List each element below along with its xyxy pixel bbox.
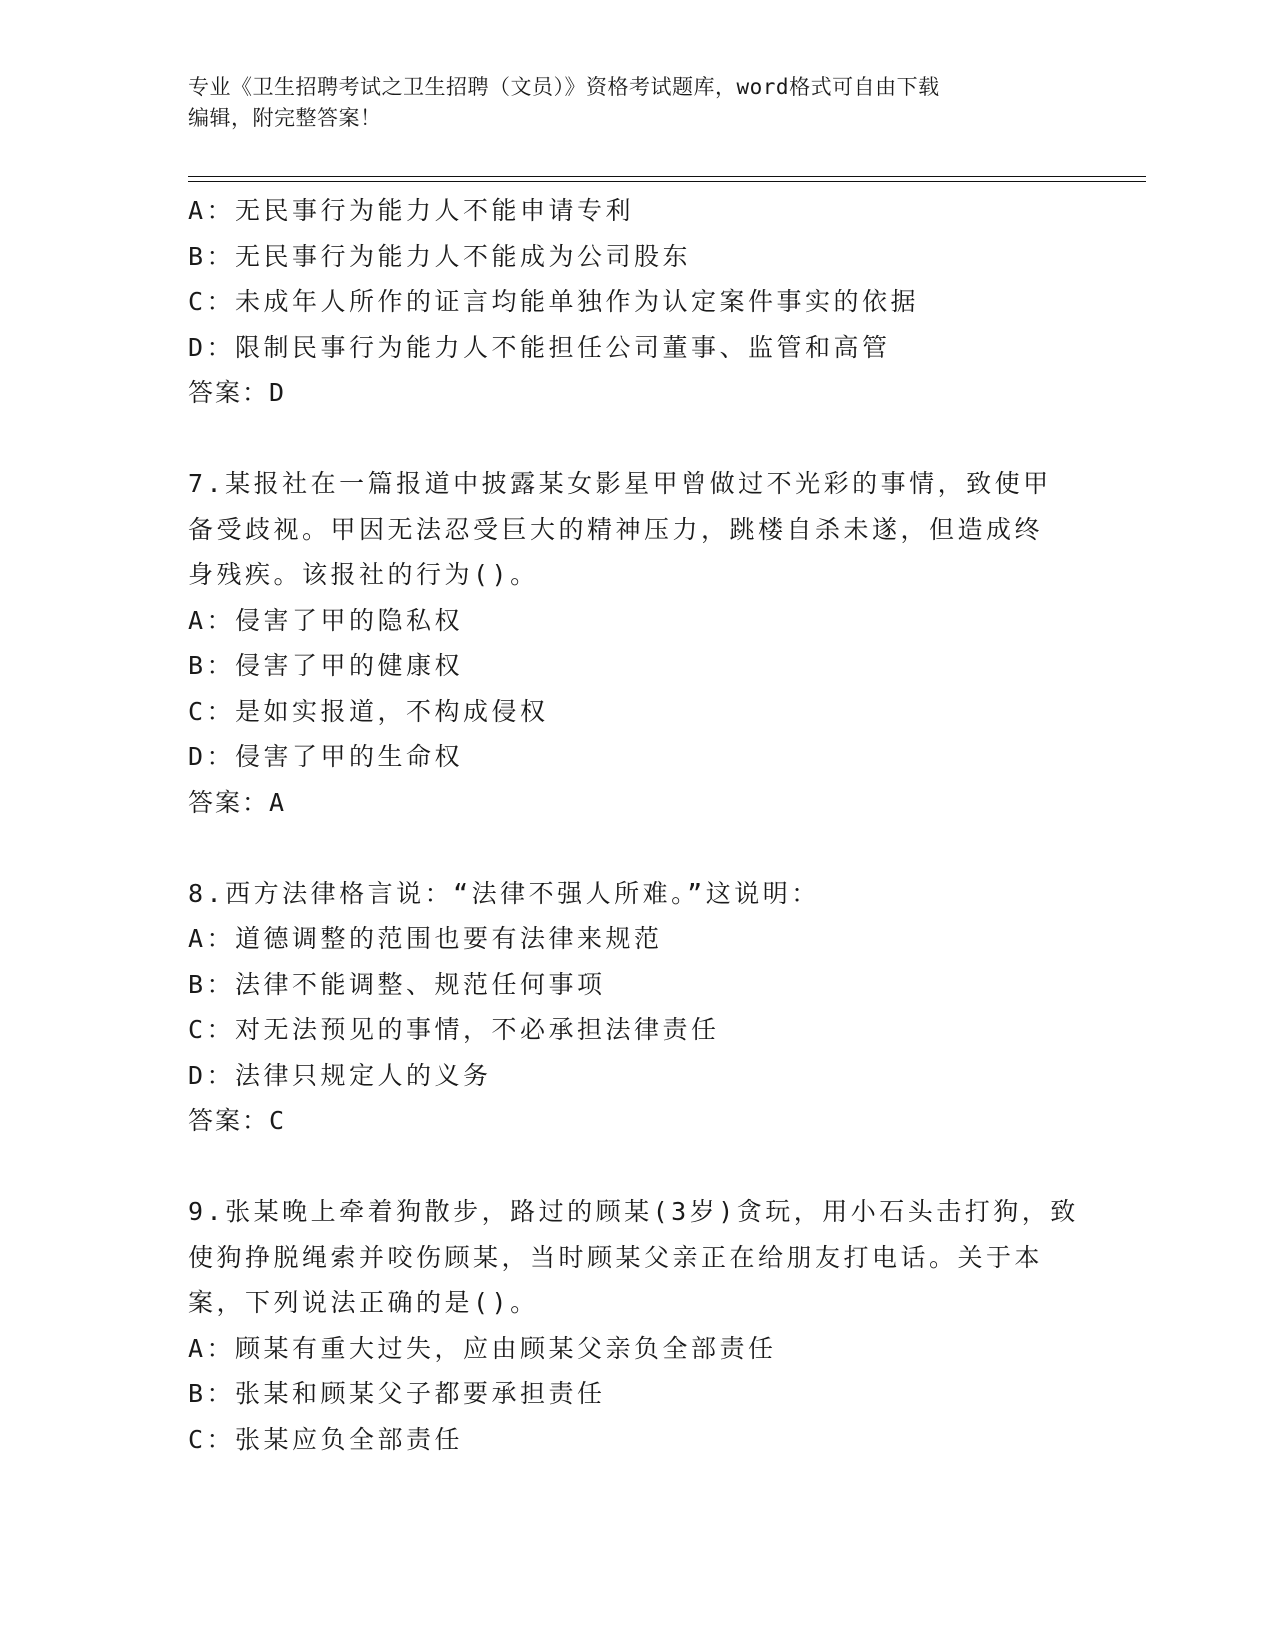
- q6-option-b: B：无民事行为能力人不能成为公司股东: [188, 241, 692, 271]
- q6-answer: 答案：D: [188, 378, 287, 407]
- q9-option-b: B：张某和顾某父子都要承担责任: [188, 1379, 606, 1408]
- q7-option-a: A：侵害了甲的隐私权: [188, 605, 464, 635]
- q8-option-a: A：道德调整的范围也要有法律来规范: [188, 924, 663, 953]
- q6-option-c: C：未成年人所作的证言均能单独作为认定案件事实的依据: [188, 287, 920, 316]
- question-8: [188, 871, 1088, 1144]
- q9-text-line-2: 使狗挣脱绳索并咬伤顾某，当时顾某父亲正在给朋友打电话。关于本: [188, 1242, 1044, 1272]
- q8-answer: 答案：C: [188, 1106, 287, 1135]
- q8-option-c: C：对无法预见的事情，不必承担法律责任: [188, 1015, 720, 1044]
- q7-option-c: C：是如实报道，不构成侵权: [188, 696, 549, 726]
- q7-option-b: B：侵害了甲的健康权: [188, 651, 464, 680]
- q8-text-line-1: 8.西方法律格言说：“法律不强人所难。”这说明：: [188, 878, 820, 908]
- q9-option-a: A：顾某有重大过失，应由顾某父亲负全部责任: [188, 1333, 777, 1363]
- q7-option-d: D：侵害了甲的生命权: [188, 742, 464, 771]
- question-content: [188, 188, 1088, 1462]
- header-rule-bottom: [188, 181, 1146, 182]
- spacer: [188, 416, 1088, 462]
- spacer: [188, 1144, 1088, 1190]
- q8-option-b: B：法律不能调整、规范任何事项: [188, 969, 606, 999]
- header-rule-top: [188, 176, 1146, 177]
- q6-option-a: A：无民事行为能力人不能申请专利: [188, 196, 635, 225]
- question-7: [188, 461, 1088, 825]
- q7-text-line-1: 7.某报社在一篇报道中披露某女影星甲曾做过不光彩的事情，致使甲: [188, 469, 1052, 498]
- q7-answer: 答案：A: [188, 787, 287, 817]
- question-6: [188, 188, 1088, 416]
- q7-text-line-3: 身残疾。该报社的行为()。: [188, 560, 539, 589]
- question-9: [188, 1189, 1088, 1462]
- q9-text-line-1: 9.张某晚上牵着狗散步，路过的顾某(3岁)贪玩，用小石头击打狗，致: [188, 1197, 1079, 1226]
- q8-option-d: D：法律只规定人的义务: [188, 1060, 492, 1090]
- q9-text-line-3: 案，下列说法正确的是()。: [188, 1288, 539, 1317]
- document-header: [188, 72, 1068, 134]
- q9-option-c: C：张某应负全部责任: [188, 1424, 464, 1454]
- spacer: [188, 825, 1088, 871]
- q7-text-line-2: 备受歧视。甲因无法忍受巨大的精神压力，跳楼自杀未遂，但造成终: [188, 514, 1044, 544]
- q6-option-d: D：限制民事行为能力人不能担任公司董事、监管和高管: [188, 332, 891, 362]
- header-line-2: 编辑，附完整答案！: [188, 106, 382, 130]
- header-line-1: 专业《卫生招聘考试之卫生招聘（文员）》资格考试题库，word格式可自由下载: [188, 75, 940, 99]
